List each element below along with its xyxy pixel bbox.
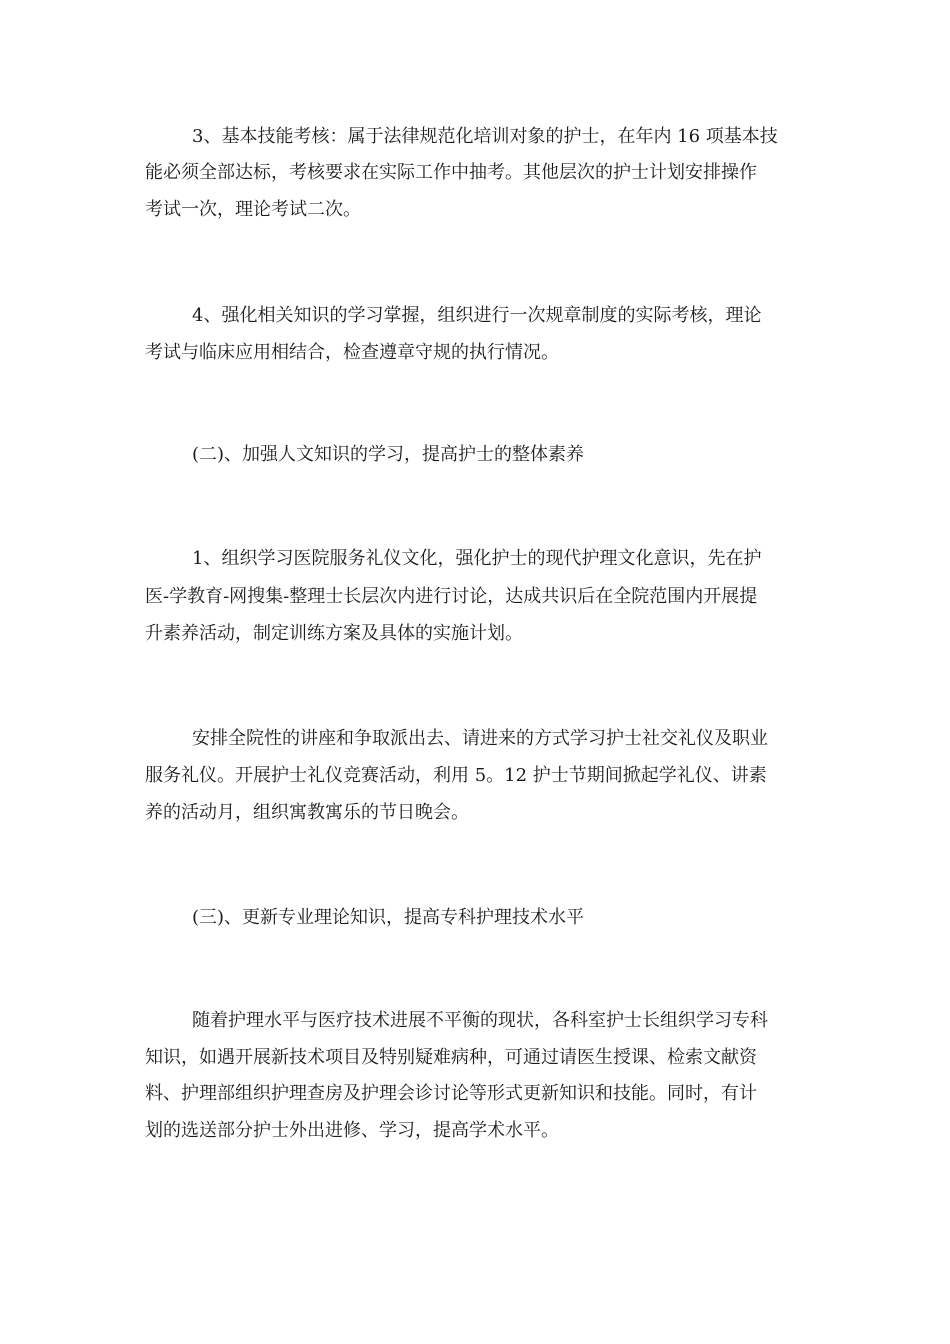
paragraph-2-line-1: 4、强化相关知识的学习掌握，组织进行一次规章制度的实际考核，理论 (192, 305, 762, 326)
paragraph-3-line-1: 1、组织学习医院服务礼仪文化，强化护士的现代护理文化意识，先在护 (192, 548, 762, 569)
paragraph-4-line-1: 安排全院性的讲座和争取派出去、请进来的方式学习护士社交礼仪及职业 (192, 728, 768, 749)
paragraph-5-line-3: 料、护理部组织护理查房及护理会诊讨论等形式更新知识和技能。同时，有计 (145, 1083, 757, 1104)
paragraph-1-line-1: 3、基本技能考核：属于法律规范化培训对象的护士，在年内 16 项基本技 (192, 126, 778, 147)
paragraph-1-line-3: 考试一次，理论考试二次。 (145, 199, 361, 220)
paragraph-1-line-2: 能必须全部达标，考核要求在实际工作中抽考。其他层次的护士计划安排操作 (145, 162, 757, 183)
paragraph-4-line-2: 服务礼仪。开展护士礼仪竞赛活动，利用 5。12 护士节期间掀起学礼仪、讲素 (145, 765, 767, 786)
paragraph-2-line-2: 考试与临床应用相结合，检查遵章守规的执行情况。 (145, 342, 559, 363)
paragraph-5-line-2: 知识，如遇开展新技术项目及特别疑难病种，可通过请医生授课、检索文献资 (145, 1047, 757, 1068)
paragraph-3-line-2: 医-学教育-网搜集-整理士长层次内进行讨论，达成共识后在全院范围内开展提 (145, 586, 758, 607)
paragraph-5-line-1: 随着护理水平与医疗技术进展不平衡的现状，各科室护士长组织学习专科 (192, 1010, 768, 1031)
section-heading-2: (二)、加强人文知识的学习，提高护士的整体素养 (192, 444, 585, 465)
paragraph-3-line-3: 升素养活动，制定训练方案及具体的实施计划。 (145, 623, 523, 644)
paragraph-4-line-3: 养的活动月，组织寓教寓乐的节日晚会。 (145, 802, 469, 823)
section-heading-3: (三)、更新专业理论知识，提高专科护理技术水平 (192, 907, 585, 928)
paragraph-5-line-4: 划的选送部分护士外出进修、学习，提高学术水平。 (145, 1120, 559, 1141)
